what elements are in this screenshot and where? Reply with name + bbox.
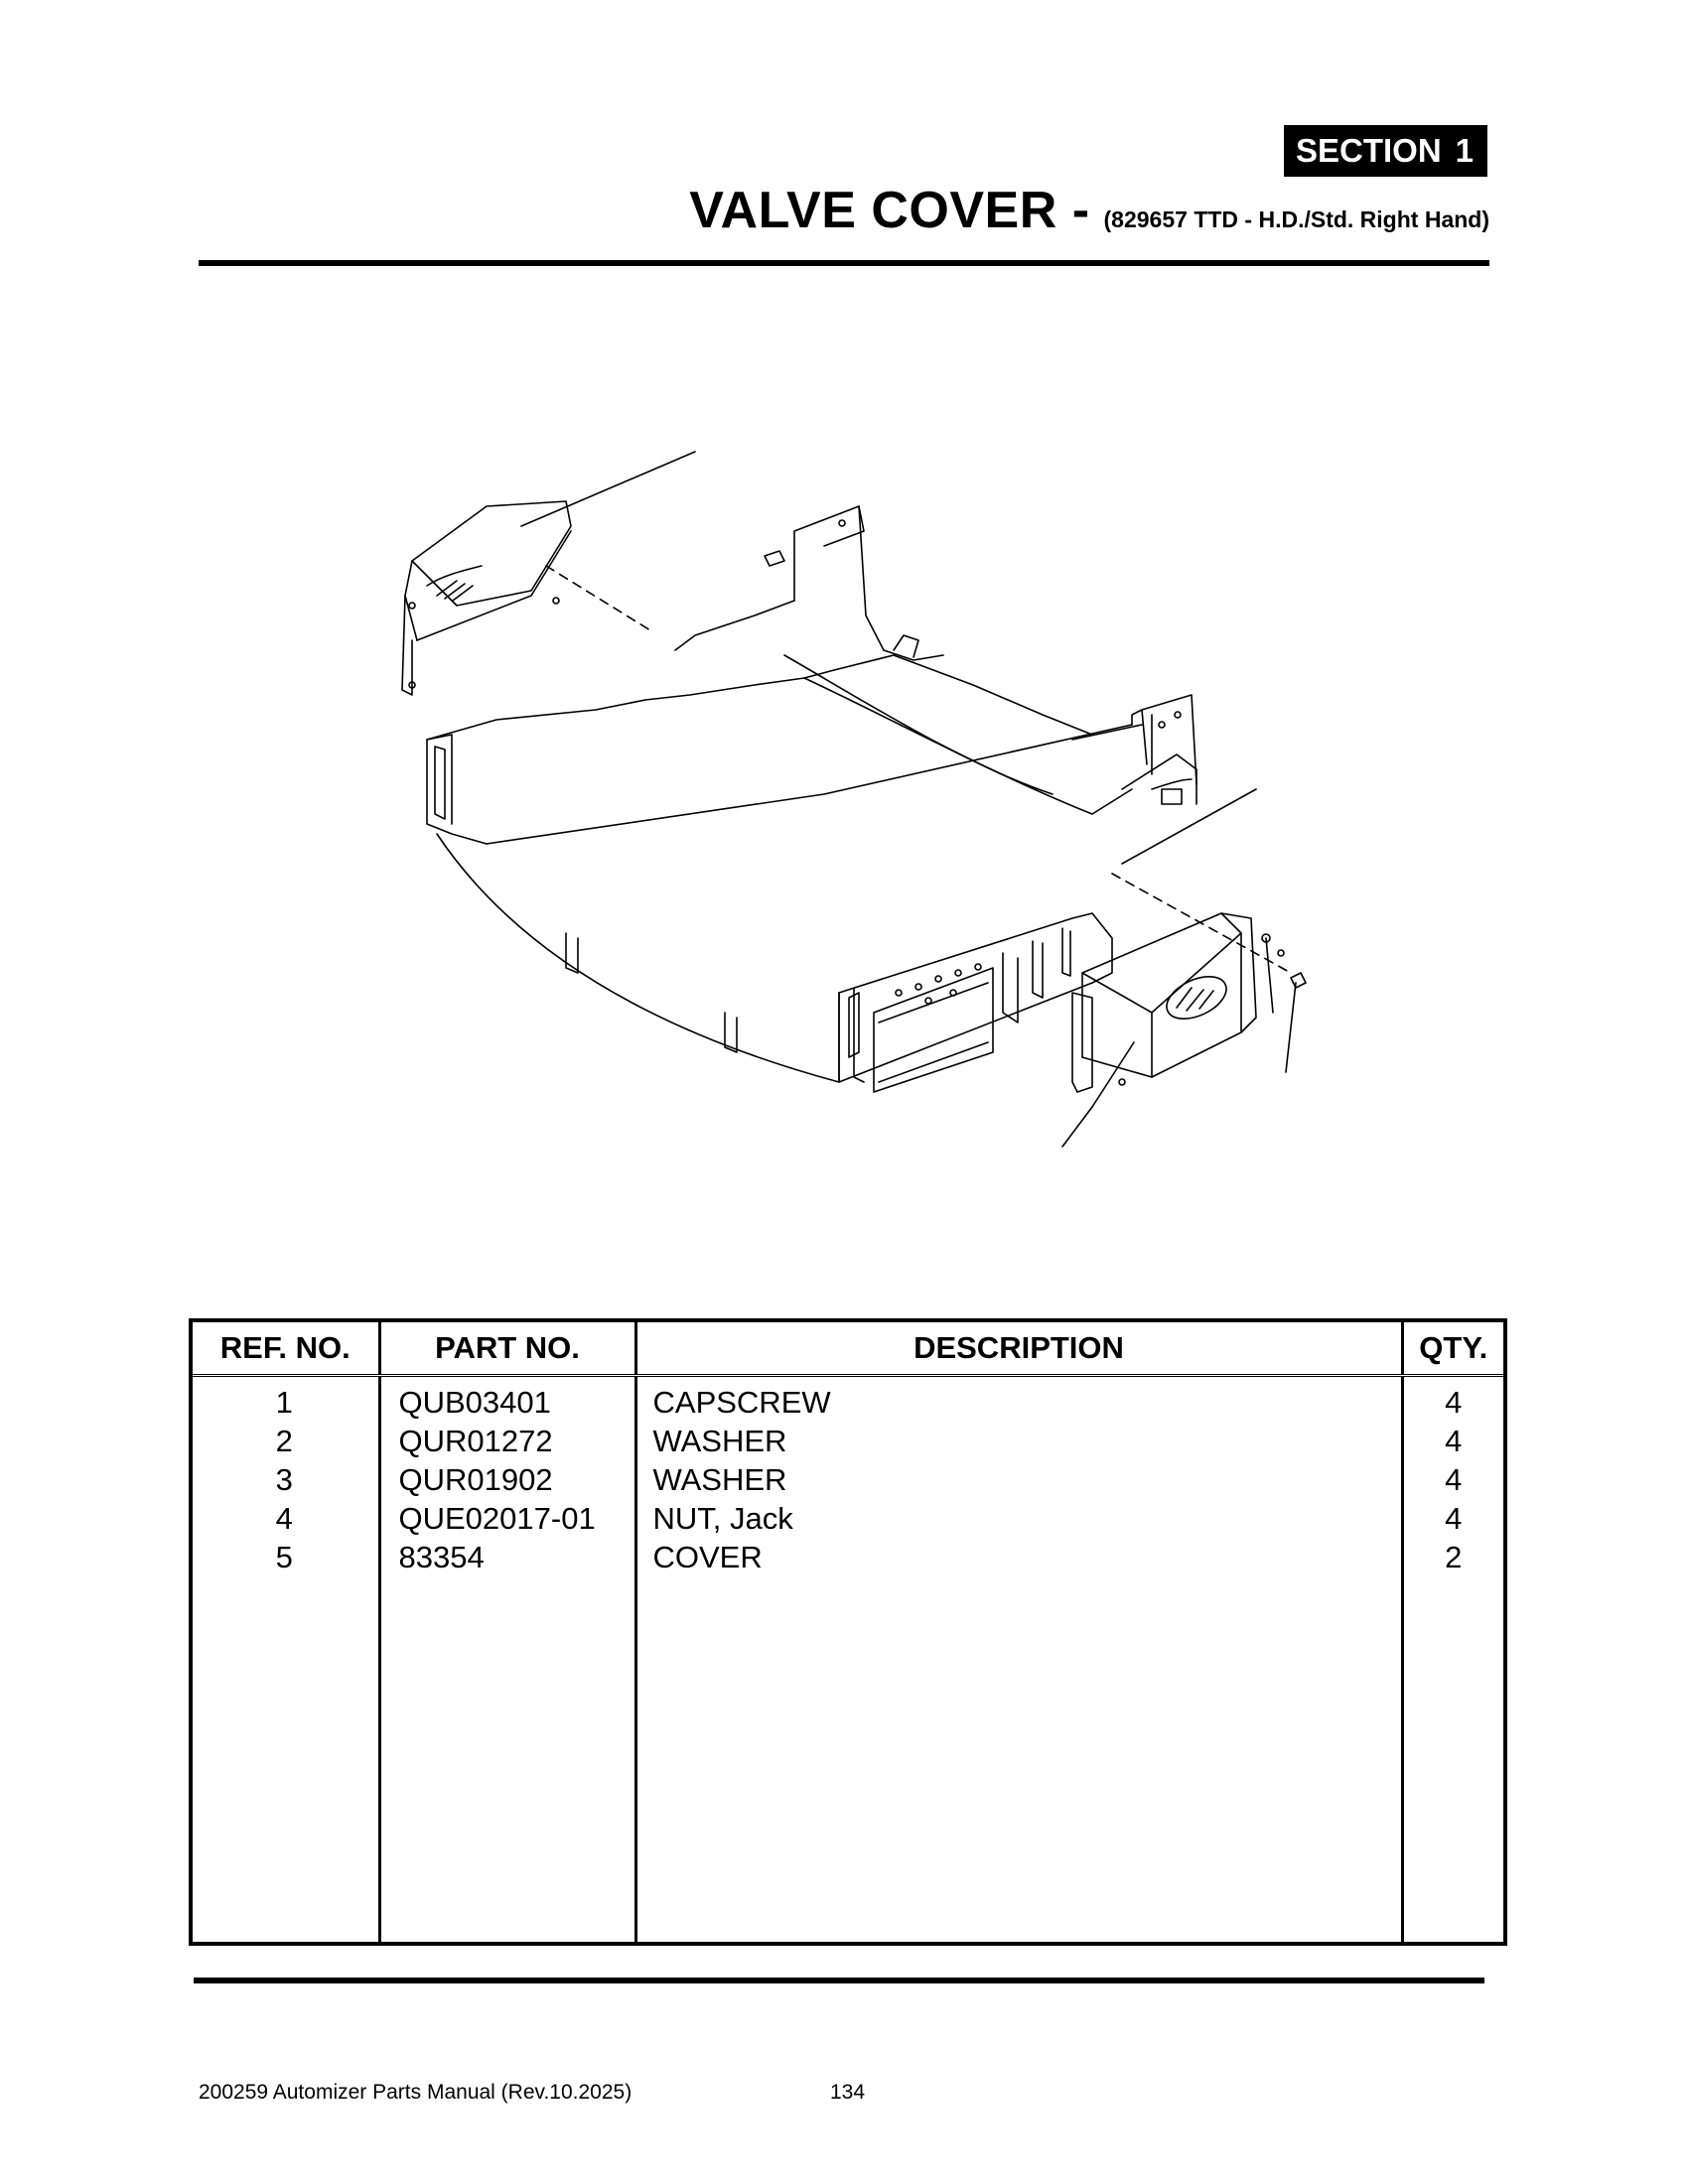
section-badge	[1284, 125, 1487, 177]
page-title-subtitle: (829657 TTD - H.D./Std. Right Hand)	[1103, 206, 1489, 232]
table-cell-qty: 4	[1445, 1424, 1463, 1458]
part-column	[379, 1376, 635, 1945]
section-label: SECTION	[1296, 132, 1442, 169]
table-cell-description: NUT, Jack	[652, 1501, 793, 1536]
header-part-no: PART NO.	[379, 1320, 635, 1376]
table-cell-part: QUR01902	[398, 1462, 553, 1497]
footer-rule	[194, 1978, 1484, 1983]
table-cell-ref: 1	[275, 1385, 293, 1420]
table-cell-ref: 5	[275, 1540, 293, 1574]
table-cell-part: QUE02017-01	[398, 1501, 596, 1536]
table-cell-qty: 4	[1445, 1501, 1463, 1536]
header-rule	[199, 260, 1489, 266]
table-cell-part: QUB03401	[398, 1385, 551, 1420]
main-frame	[427, 506, 1196, 1092]
section-number: 1	[1455, 132, 1474, 169]
header-description: DESCRIPTION	[635, 1320, 1402, 1376]
table-cell-description: CAPSCREW	[652, 1385, 831, 1420]
header-ref-no: REF. NO.	[191, 1320, 379, 1376]
table-cell-ref: 4	[275, 1501, 293, 1536]
exploded-view-diagram	[357, 397, 1350, 1181]
table-cell-description: COVER	[652, 1540, 763, 1574]
table-cell-part: 83354	[398, 1540, 485, 1574]
table-cell-qty: 4	[1445, 1462, 1463, 1497]
table-cell-qty: 4	[1445, 1385, 1463, 1420]
qty-column	[1402, 1376, 1505, 1945]
table-cell-qty: 2	[1445, 1540, 1463, 1574]
parts-table-body	[191, 1376, 1505, 1945]
parts-table	[189, 1318, 1507, 1946]
ref-column	[191, 1376, 379, 1945]
table-cell-part: QUR01272	[398, 1424, 553, 1458]
table-cell-ref: 2	[275, 1424, 293, 1458]
table-cell-description: WASHER	[652, 1424, 787, 1458]
parts-table-header-row	[191, 1320, 1505, 1376]
page-title	[689, 181, 1489, 240]
table-cell-description: WASHER	[652, 1462, 787, 1497]
cover-part	[1072, 913, 1256, 1092]
description-column	[635, 1376, 1402, 1945]
table-cell-ref: 3	[275, 1462, 293, 1497]
page-title-main: VALVE COVER -	[689, 182, 1090, 239]
header-qty: QTY.	[1402, 1320, 1505, 1376]
footer-document-title: 200259 Automizer Parts Manual (Rev.10.2025)	[199, 2081, 633, 2104]
footer-page-number: 134	[830, 2081, 866, 2104]
left-bracket-part	[402, 501, 571, 695]
